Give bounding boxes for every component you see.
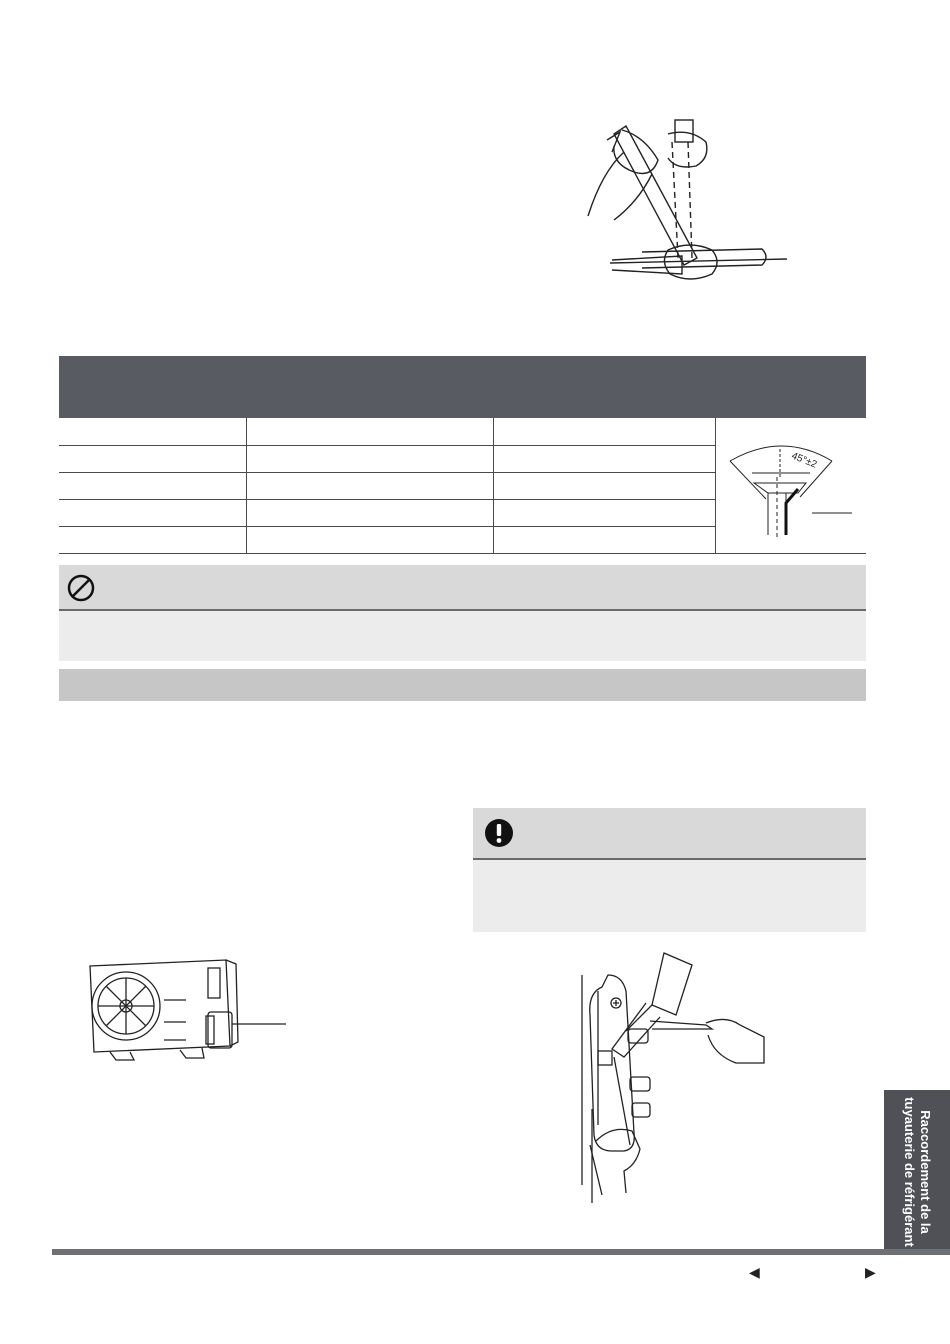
outdoor-unit-illustration <box>86 956 286 1068</box>
side-tab-label <box>901 1097 933 1247</box>
table-cell <box>493 418 716 445</box>
service-valve-wrench-illustration <box>566 945 776 1203</box>
table-cell <box>59 499 246 526</box>
flare-angle-label: 45°±2 <box>789 450 819 471</box>
flare-angle-diagram <box>722 437 854 541</box>
caution-note-header <box>473 808 866 860</box>
table-row <box>59 499 715 527</box>
table-cell <box>246 499 494 526</box>
wrench-tightening-illustration <box>572 112 797 282</box>
table-row <box>59 418 715 446</box>
caution-note-body <box>473 860 866 932</box>
prohibit-icon <box>67 574 95 602</box>
table-bottom-rule <box>59 553 866 554</box>
table-cell <box>59 472 246 499</box>
table-row <box>59 445 715 473</box>
prohibition-note-body <box>59 611 866 661</box>
table-cell <box>246 418 494 445</box>
table-divider <box>715 418 716 554</box>
footer-rule <box>52 1249 950 1255</box>
table-cell <box>493 445 716 472</box>
table-cell <box>59 526 246 553</box>
triangle-right-icon[interactable]: ▶ <box>865 1264 876 1280</box>
side-tab-line1: Raccordement de la <box>918 1110 933 1234</box>
table-row <box>59 472 715 500</box>
exclamation-icon <box>484 818 514 848</box>
table-cell <box>493 472 716 499</box>
section-heading-bar <box>59 669 866 701</box>
table-cell <box>246 526 494 553</box>
triangle-left-icon[interactable]: ◀ <box>749 1264 760 1280</box>
table-cell <box>59 418 246 445</box>
table-cell <box>246 445 494 472</box>
section-side-tab <box>884 1090 950 1254</box>
table-cell <box>493 526 716 553</box>
torque-table-header <box>59 356 866 418</box>
table-cell <box>59 445 246 472</box>
table-row <box>59 526 715 553</box>
side-tab-line2: tuyauterie de réfrigérant <box>902 1097 917 1247</box>
table-cell <box>246 472 494 499</box>
table-cell <box>493 499 716 526</box>
prohibition-note-header <box>59 565 866 611</box>
